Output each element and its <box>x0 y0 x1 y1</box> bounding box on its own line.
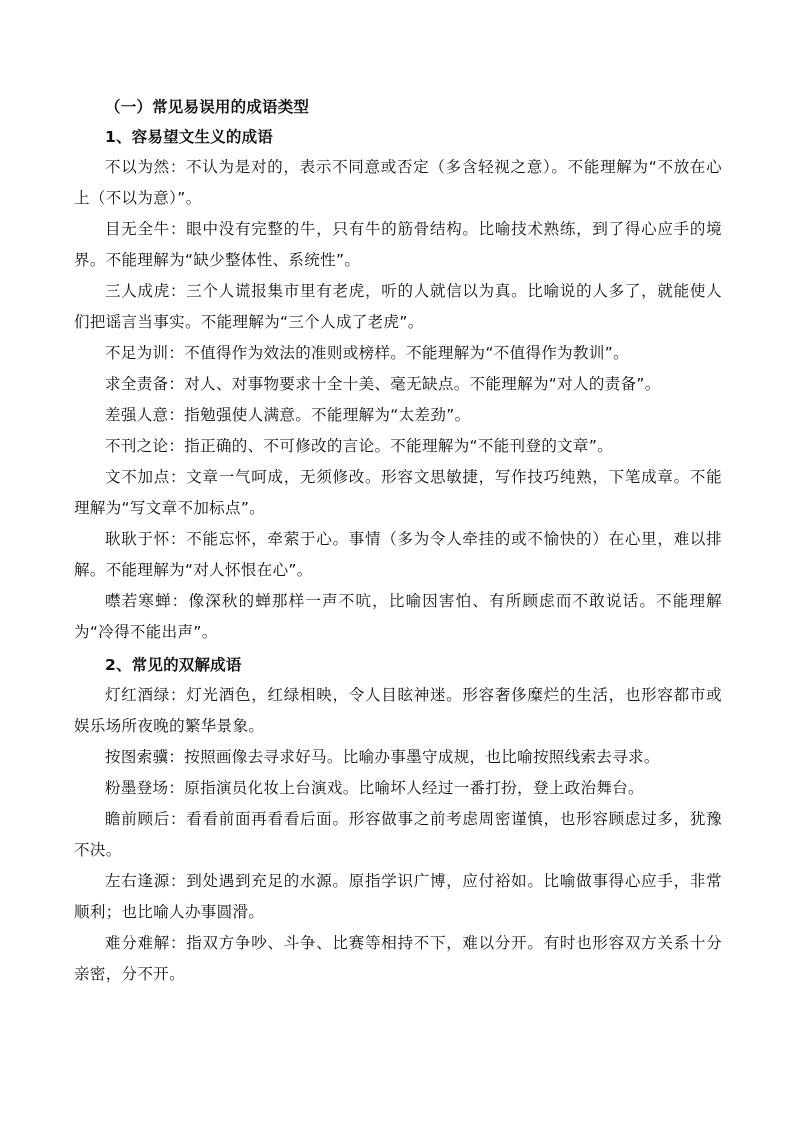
subsection-title-2: 2、常见的双解成语 <box>105 656 242 674</box>
idiom-entry: 难分难解：指双方争吵、斗争、比赛等相持不下，难以分开。有时也形容双方关系十分亲密，分不开。 <box>74 934 722 983</box>
idiom-entry: 按图索骥：按照画像去寻求好马。比喻办事墨守成规，也比喻按照线索去寻求。 <box>105 748 660 766</box>
section-title: （一）常见易误用的成语类型 <box>105 98 310 116</box>
idiom-entry: 灯红酒绿：灯光酒色，红绿相映，令人目眩神迷。形容奢侈糜烂的生活，也形容都市或娱乐场所夜晚的繁华景象。 <box>74 686 722 735</box>
subsection-title-1: 1、容易望文生义的成语 <box>105 128 273 146</box>
idiom-entry: 粉墨登场：原指演员化妆上台演戏。比喻坏人经过一番打扮，登上政治舞台。 <box>105 779 644 797</box>
idiom-entry: 目无全牛：眼中没有完整的牛，只有牛的筋骨结构。比喻技术熟练，到了得心应手的境界。不能理解为“缺少整体性、系统性”。 <box>74 220 722 269</box>
idiom-entry: 文不加点：文章一气呵成，无须修改。形容文思敏捷，写作技巧纯熟，下笔成章。不能理解为“写文章不加标点”。 <box>74 468 722 517</box>
idiom-entry: 左右逢源：到处遇到充足的水源。原指学识广博，应付裕如。比喻做事得心应手，非常顺利；也比喻人办事圆滑。 <box>74 872 722 921</box>
idiom-entry: 噤若寒蝉：像深秋的蝉那样一声不吭，比喻因害怕、有所顾虑而不敢说话。不能理解为“冷得不能出声”。 <box>74 592 722 641</box>
idiom-entry: 耿耿于怀：不能忘怀，牵萦于心。事情（多为令人牵挂的或不愉快的）在心里，难以排解。不能理解为“对人怀恨在心”。 <box>74 530 722 579</box>
idiom-entry: 求全责备：对人、对事物要求十全十美、毫无缺点。不能理解为“对人的责备”。 <box>105 375 661 393</box>
idiom-entry: 不足为训：不值得作为效法的准则或榜样。不能理解为“不值得作为教训”。 <box>105 344 629 362</box>
idiom-entry: 瞻前顾后：看看前面再看看后面。形容做事之前考虑周密谨慎，也形容顾虑过多，犹豫不决。 <box>74 810 722 859</box>
idiom-entry: 不以为然：不认为是对的，表示不同意或否定（多含轻视之意）。不能理解为“不放在心上（不以为意）”。 <box>74 158 722 207</box>
idiom-entry: 三人成虎：三个人谎报集市里有老虎，听的人就信以为真。比喻说的人多了，就能使人们把谣言当事实。不能理解为“三个人成了老虎”。 <box>74 282 722 331</box>
idiom-entry: 差强人意：指勉强使人满意。不能理解为“太差劲”。 <box>105 406 471 424</box>
document-page <box>74 92 722 990</box>
idiom-entry: 不刊之论：指正确的、不可修改的言论。不能理解为“不能刊登的文章”。 <box>105 437 614 455</box>
